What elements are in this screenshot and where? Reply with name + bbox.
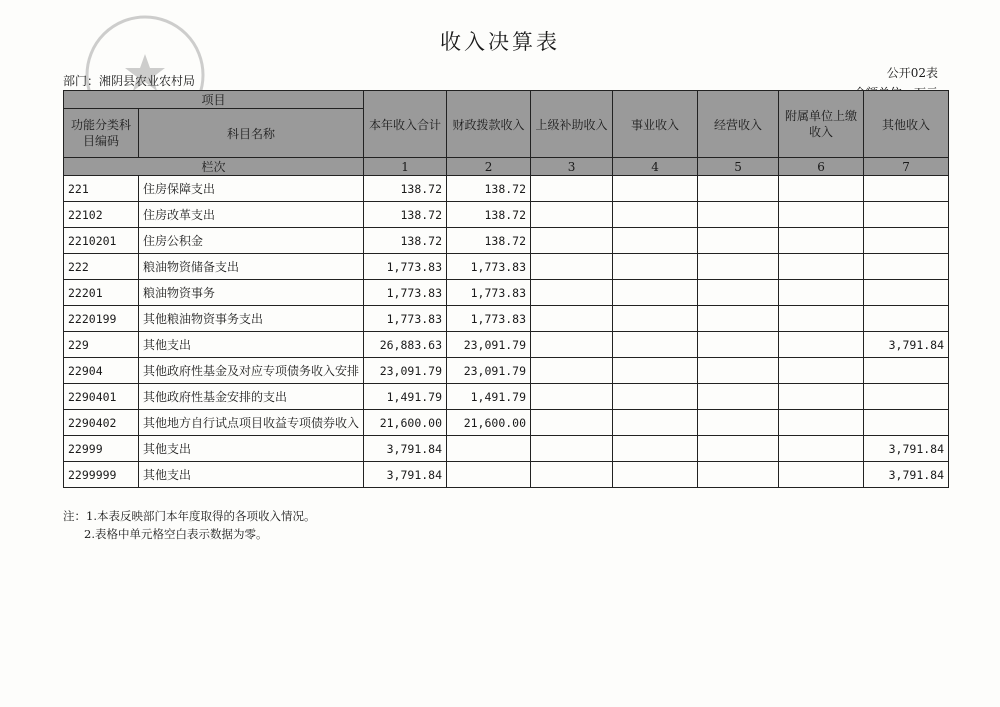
row-value-col-3	[531, 436, 613, 462]
row-value-col-1: 1,773.83	[364, 254, 447, 280]
row-name: 住房保障支出	[139, 176, 364, 202]
row-code: 22999	[64, 436, 139, 462]
row-value-col-3	[531, 280, 613, 306]
row-value-col-4	[613, 280, 698, 306]
row-name: 住房改革支出	[139, 202, 364, 228]
row-value-col-4	[613, 410, 698, 436]
index-number: 2	[447, 158, 531, 176]
row-value-col-4	[613, 176, 698, 202]
row-code: 22904	[64, 358, 139, 384]
note-1: 注：1.本表反映部门本年度取得的各项收入情况。	[63, 509, 316, 523]
table-body	[64, 176, 949, 488]
row-value-col-6	[779, 332, 864, 358]
row-name: 住房公积金	[139, 228, 364, 254]
row-value-col-2: 23,091.79	[447, 358, 531, 384]
index-number: 3	[531, 158, 613, 176]
row-value-col-4	[613, 436, 698, 462]
row-value-col-4	[613, 254, 698, 280]
row-value-col-2: 138.72	[447, 202, 531, 228]
row-value-col-3	[531, 306, 613, 332]
index-number: 4	[613, 158, 698, 176]
row-value-col-1: 21,600.00	[364, 410, 447, 436]
row-value-col-6	[779, 358, 864, 384]
row-code: 2290402	[64, 410, 139, 436]
row-value-col-5	[698, 384, 779, 410]
row-name: 其他支出	[139, 332, 364, 358]
row-value-col-3	[531, 254, 613, 280]
row-value-col-5	[698, 202, 779, 228]
row-code: 221	[64, 176, 139, 202]
row-value-col-1: 138.72	[364, 176, 447, 202]
col-header-2: 财政拨款收入	[447, 91, 531, 158]
col-header-3: 上级补助收入	[531, 91, 613, 158]
table-row	[64, 176, 949, 202]
row-value-col-3	[531, 384, 613, 410]
col-header-6: 附属单位上缴收入	[779, 91, 864, 158]
row-name: 其他粮油物资事务支出	[139, 306, 364, 332]
row-name: 粮油物资储备支出	[139, 254, 364, 280]
row-value-col-5	[698, 358, 779, 384]
row-value-col-5	[698, 436, 779, 462]
row-value-col-2	[447, 462, 531, 488]
form-code: 公开02表	[886, 66, 938, 80]
row-value-col-7	[864, 410, 949, 436]
row-name: 其他政府性基金及对应专项债务收入安排	[139, 358, 364, 384]
col-header-5: 经营收入	[698, 91, 779, 158]
row-value-col-7: 3,791.84	[864, 332, 949, 358]
row-name: 其他支出	[139, 436, 364, 462]
row-code: 2210201	[64, 228, 139, 254]
col-header-4: 事业收入	[613, 91, 698, 158]
row-value-col-1: 3,791.84	[364, 436, 447, 462]
index-number: 1	[364, 158, 447, 176]
row-value-col-3	[531, 202, 613, 228]
header-row-1	[64, 91, 949, 109]
table-row	[64, 332, 949, 358]
row-value-col-5	[698, 410, 779, 436]
row-value-col-5	[698, 306, 779, 332]
row-code: 2290401	[64, 384, 139, 410]
row-value-col-6	[779, 306, 864, 332]
row-name: 其他政府性基金安排的支出	[139, 384, 364, 410]
row-value-col-2: 1,773.83	[447, 306, 531, 332]
col-header-7: 其他收入	[864, 91, 949, 158]
table-row	[64, 358, 949, 384]
table-row	[64, 202, 949, 228]
row-value-col-6	[779, 436, 864, 462]
note-2: 2.表格中单元格空白表示数据为零。	[84, 527, 268, 541]
row-value-col-6	[779, 176, 864, 202]
row-value-col-7: 3,791.84	[864, 462, 949, 488]
index-number: 5	[698, 158, 779, 176]
row-value-col-6	[779, 280, 864, 306]
row-name: 粮油物资事务	[139, 280, 364, 306]
row-value-col-4	[613, 228, 698, 254]
table-row	[64, 384, 949, 410]
row-value-col-6	[779, 462, 864, 488]
row-value-col-4	[613, 306, 698, 332]
row-value-col-4	[613, 462, 698, 488]
index-label: 栏次	[64, 158, 364, 176]
row-value-col-7	[864, 202, 949, 228]
department-label: 部门：湘阴县农业农村局	[63, 74, 196, 88]
row-value-col-7	[864, 254, 949, 280]
row-value-col-2: 1,773.83	[447, 280, 531, 306]
row-value-col-7	[864, 358, 949, 384]
row-value-col-6	[779, 228, 864, 254]
row-value-col-5	[698, 176, 779, 202]
row-value-col-3	[531, 228, 613, 254]
row-code: 22102	[64, 202, 139, 228]
row-value-col-7	[864, 384, 949, 410]
row-value-col-2: 138.72	[447, 176, 531, 202]
row-code: 22201	[64, 280, 139, 306]
row-value-col-2: 21,600.00	[447, 410, 531, 436]
row-name: 其他地方自行试点项目收益专项债券收入	[139, 410, 364, 436]
row-value-col-4	[613, 384, 698, 410]
row-value-col-3	[531, 176, 613, 202]
row-value-col-5	[698, 332, 779, 358]
table-row	[64, 306, 949, 332]
row-value-col-2	[447, 436, 531, 462]
row-value-col-1: 138.72	[364, 228, 447, 254]
row-code: 2299999	[64, 462, 139, 488]
row-value-col-1: 1,773.83	[364, 280, 447, 306]
row-value-col-5	[698, 228, 779, 254]
row-value-col-7: 3,791.84	[864, 436, 949, 462]
index-row	[64, 158, 949, 176]
income-table	[63, 90, 949, 488]
table-row	[64, 228, 949, 254]
row-value-col-7	[864, 280, 949, 306]
row-value-col-1: 23,091.79	[364, 358, 447, 384]
row-value-col-1: 1,773.83	[364, 306, 447, 332]
row-value-col-2: 138.72	[447, 228, 531, 254]
header-item: 项目	[64, 91, 364, 109]
row-value-col-7	[864, 228, 949, 254]
row-value-col-2: 1,773.83	[447, 254, 531, 280]
col-header-name: 科目名称	[139, 109, 364, 158]
row-value-col-1: 26,883.63	[364, 332, 447, 358]
table-row	[64, 436, 949, 462]
page-title: 收入决算表	[440, 30, 560, 54]
row-value-col-6	[779, 384, 864, 410]
table-row	[64, 254, 949, 280]
row-code: 2220199	[64, 306, 139, 332]
row-value-col-5	[698, 254, 779, 280]
row-value-col-3	[531, 462, 613, 488]
row-value-col-1: 3,791.84	[364, 462, 447, 488]
row-code: 222	[64, 254, 139, 280]
row-value-col-4	[613, 202, 698, 228]
row-value-col-1: 1,491.79	[364, 384, 447, 410]
index-number: 6	[779, 158, 864, 176]
row-value-col-3	[531, 410, 613, 436]
table-row	[64, 462, 949, 488]
row-value-col-2: 23,091.79	[447, 332, 531, 358]
row-value-col-5	[698, 462, 779, 488]
row-value-col-7	[864, 176, 949, 202]
row-value-col-6	[779, 254, 864, 280]
row-value-col-1: 138.72	[364, 202, 447, 228]
row-value-col-3	[531, 332, 613, 358]
row-value-col-4	[613, 332, 698, 358]
row-value-col-5	[698, 280, 779, 306]
row-value-col-2: 1,491.79	[447, 384, 531, 410]
table-row	[64, 410, 949, 436]
row-code: 229	[64, 332, 139, 358]
table-row	[64, 280, 949, 306]
index-number: 7	[864, 158, 949, 176]
row-value-col-3	[531, 358, 613, 384]
row-value-col-6	[779, 202, 864, 228]
row-value-col-6	[779, 410, 864, 436]
row-value-col-7	[864, 306, 949, 332]
row-name: 其他支出	[139, 462, 364, 488]
col-header-1: 本年收入合计	[364, 91, 447, 158]
col-header-code: 功能分类科目编码	[64, 109, 139, 158]
row-value-col-4	[613, 358, 698, 384]
